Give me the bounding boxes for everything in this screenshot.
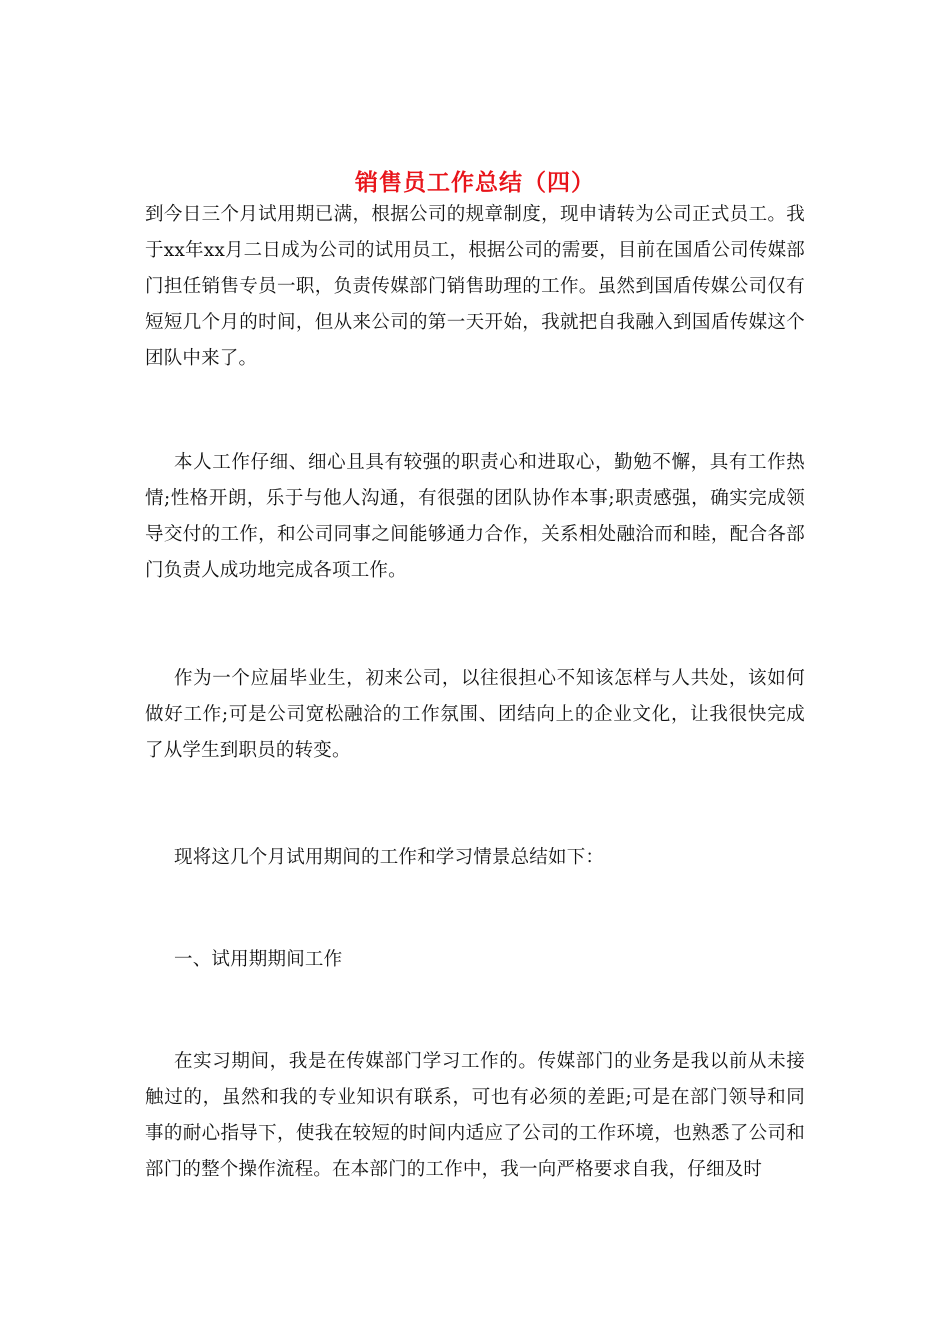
paragraph-internship: 在实习期间，我是在传媒部门学习工作的。传媒部门的业务是我以前从未接触过的，虽然和我的专业知识有联系，可也有必须的差距;可是在部门领导和同事的耐心指导下，使我在较短的时间内适应了公司的工作环境，也熟悉了公司和部门的整个操作流程。在本部门的工作中，我一向严格要求自我，仔细及时 <box>145 1051 805 1180</box>
paragraph-summary-lead: 现将这几个月试用期间的工作和学习情景总结如下： <box>174 847 605 868</box>
section-heading-probation-work: 一、试用期期间工作 <box>174 949 343 970</box>
paragraph-intro: 到今日三个月试用期已满，根据公司的规章制度，现申请转为公司正式员工。我于xx年xx月二日成为公司的试用员工，根据公司的需要，目前在国盾公司传媒部门担任销售专员一职，负责传媒部门销售助理的工作。虽然到国盾传媒公司仅有短短几个月的时间，但从来公司的第一天开始，我就把自我融入到国盾传媒这个团队中来了。 <box>145 204 805 369</box>
paragraph-personality: 本人工作仔细、细心且具有较强的职责心和进取心，勤勉不懈，具有工作热情;性格开朗，乐于与他人沟通，有很强的团队协作本事;职责感强，确实完成领导交付的工作，和公司同事之间能够通力合作，关系相处融洽而和睦，配合各部门负责人成功地完成各项工作。 <box>145 452 805 581</box>
paragraph-graduate: 作为一个应届毕业生，初来公司，以往很担心不知该怎样与人共处，该如何做好工作;可是公司宽松融洽的工作氛围、团结向上的企业文化，让我很快完成了从学生到职员的转变。 <box>145 668 805 761</box>
document-title: 销售员工作总结（四） <box>355 170 595 197</box>
